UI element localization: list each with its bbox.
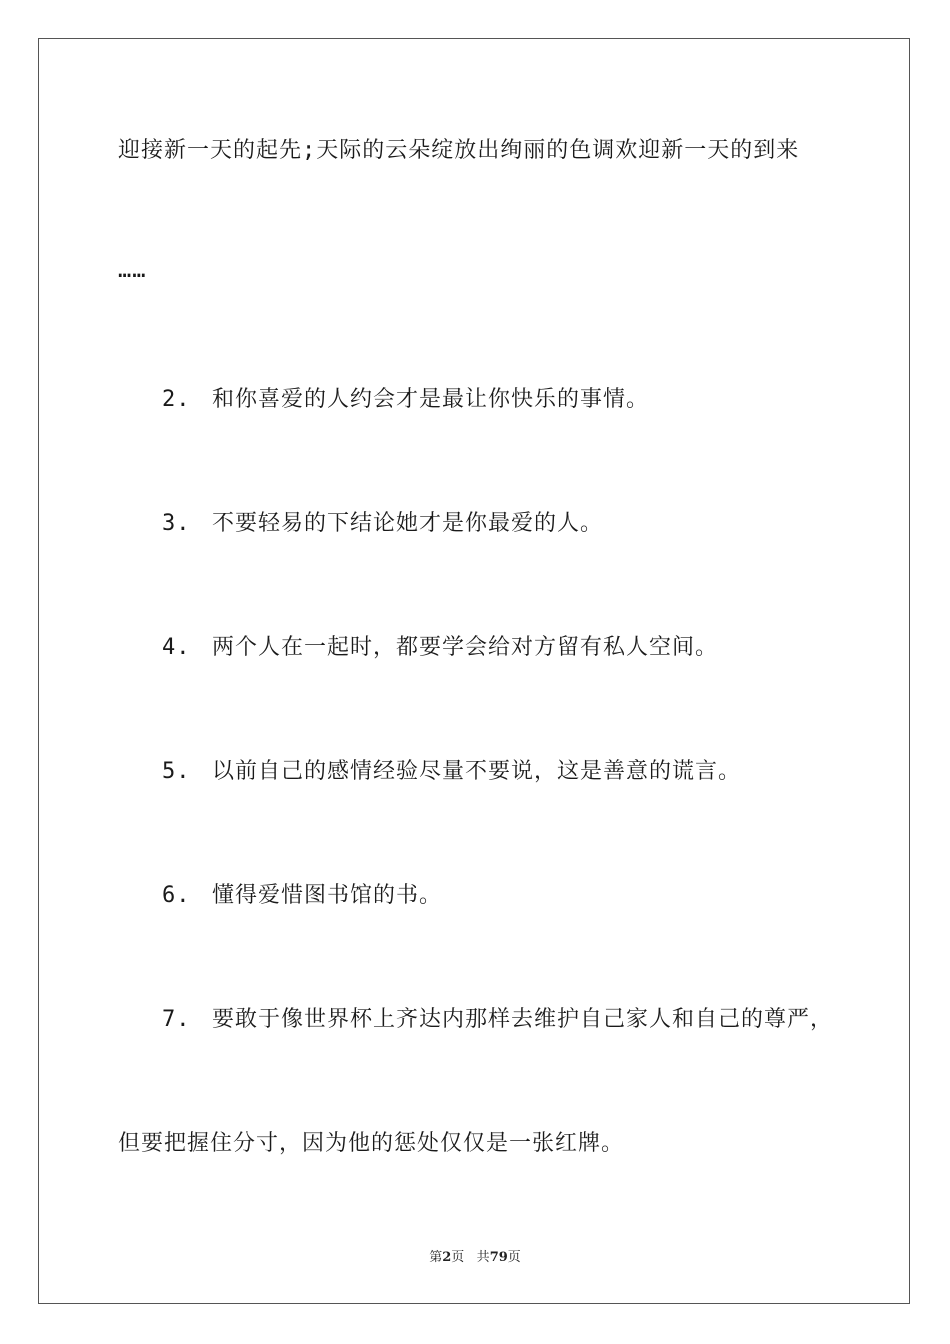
list-item-number: 4. <box>162 635 191 660</box>
list-item-7 <box>162 1005 833 1035</box>
list-item-text: 要敢于像世界杯上齐达内那样去维护自己家人和自己的尊严， <box>212 1007 834 1032</box>
list-item-number: 7. <box>162 1007 191 1032</box>
footer-page-suffix: 页 <box>451 1250 465 1265</box>
list-item-number: 6. <box>162 883 191 908</box>
current-page-number: 2 <box>442 1250 452 1265</box>
list-item-number: 3. <box>162 511 191 536</box>
ellipsis-line: …… <box>118 258 147 283</box>
list-item-text: 以前自己的感情经验尽量不要说，这是善意的谎言。 <box>212 759 742 784</box>
list-item-4 <box>162 633 718 663</box>
paragraph-line-1: 迎接新一天的起先;天际的云朵绽放出绚丽的色调欢迎新一天的到来 <box>118 138 800 163</box>
list-item-number: 5. <box>162 759 191 784</box>
list-item-text: 和你喜爱的人约会才是最让你快乐的事情。 <box>212 387 650 412</box>
footer-prefix: 第 <box>429 1250 443 1265</box>
list-item-text: 懂得爱惜图书馆的书。 <box>212 883 443 908</box>
page-footer <box>0 1246 950 1265</box>
footer-total-prefix: 共 <box>476 1250 490 1265</box>
list-item-2 <box>162 385 649 415</box>
list-item-5 <box>162 757 741 787</box>
footer-total-suffix: 页 <box>507 1250 521 1265</box>
list-item-text: 两个人在一起时，都要学会给对方留有私人空间。 <box>212 635 719 660</box>
list-item-number: 2. <box>162 387 191 412</box>
list-item-3 <box>162 509 603 539</box>
list-item-6 <box>162 881 442 911</box>
list-item-text: 不要轻易的下结论她才是你最爱的人。 <box>212 511 604 536</box>
page-frame <box>38 38 910 1304</box>
paragraph-continuation: 但要把握住分寸，因为他的惩处仅仅是一张红牌。 <box>118 1131 625 1156</box>
total-pages: 79 <box>489 1250 508 1265</box>
